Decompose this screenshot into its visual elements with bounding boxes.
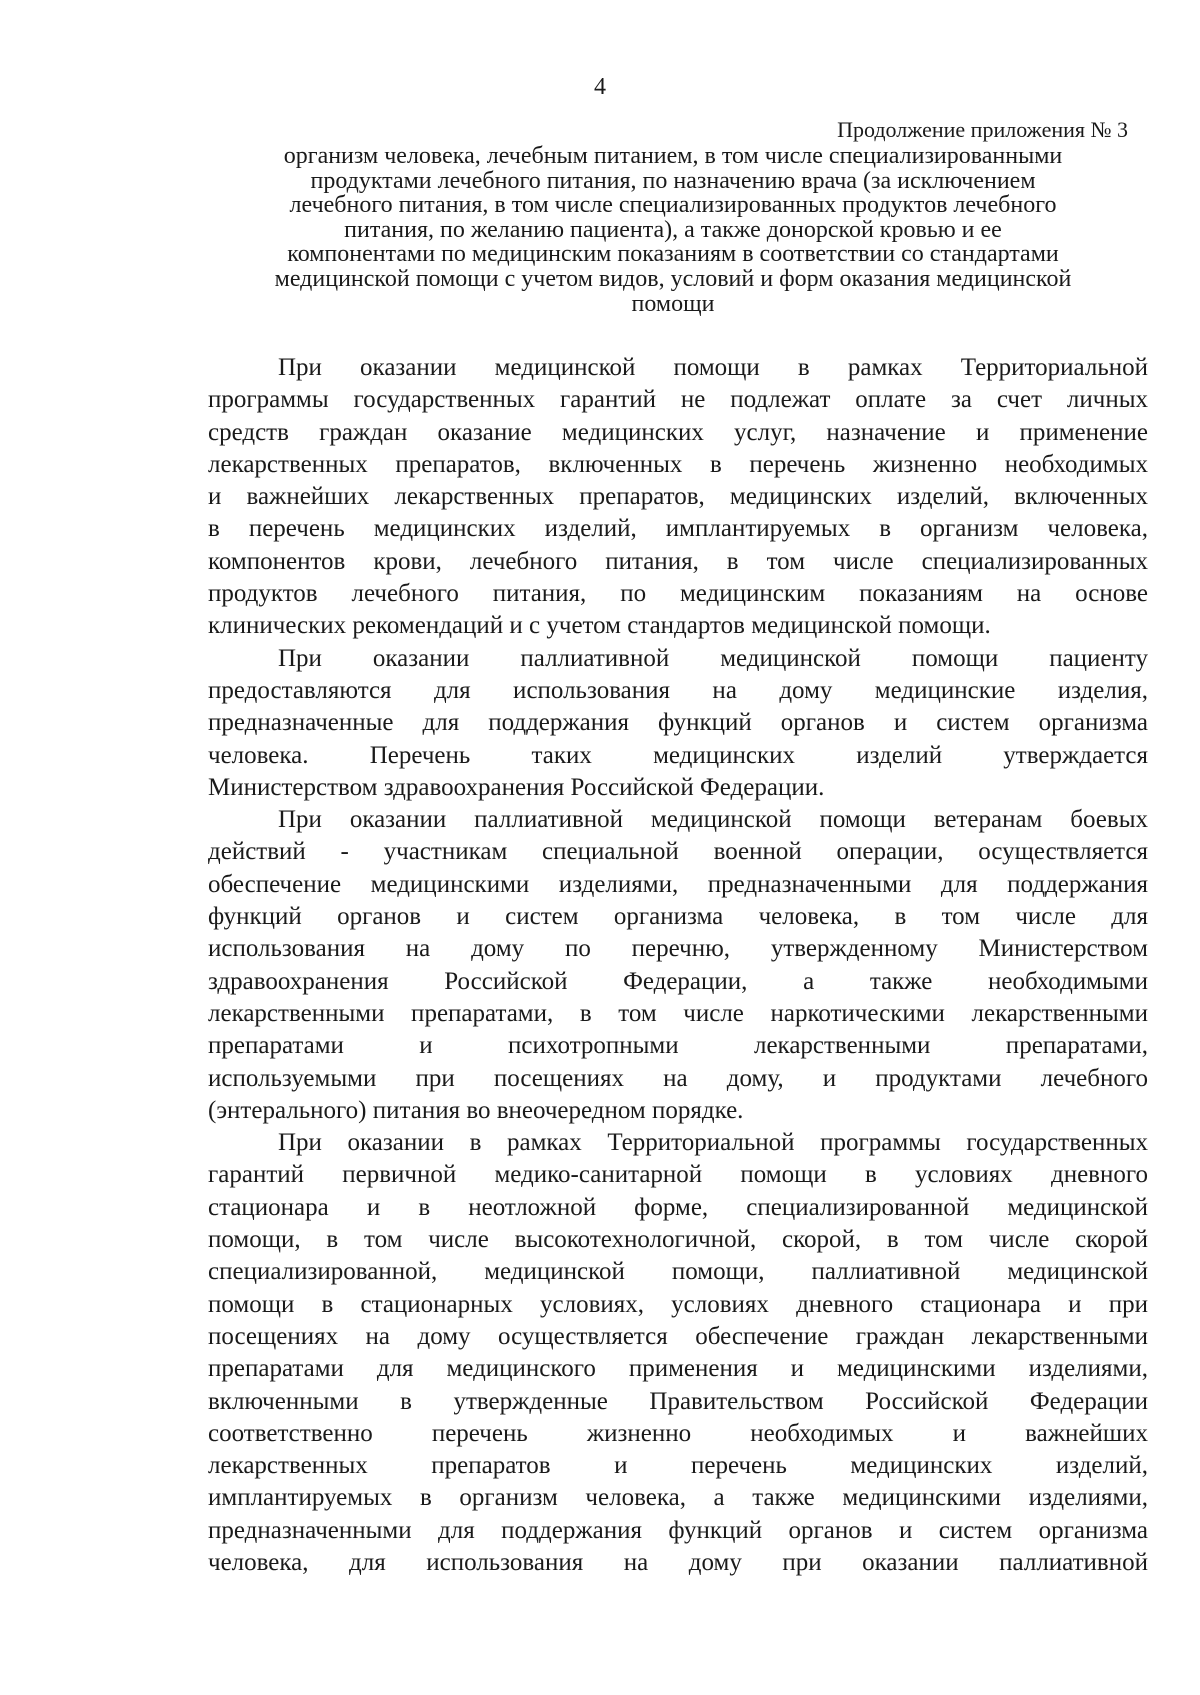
text-line: предназначенными для поддержания функций органов и систем организма (208, 1516, 1148, 1544)
text-line: предоставляются для использования на дому медицинские изделия, (208, 676, 1148, 704)
text-line: обеспечение медицинскими изделиями, предназначенными для поддержания (208, 870, 1148, 898)
paragraph-1 (208, 352, 1148, 643)
text-line: препаратами для медицинского применения и медицинскими изделиями, (208, 1355, 1148, 1383)
text-line: При оказании медицинской помощи в рамках Территориальной (278, 354, 1148, 381)
text-line: клинических рекомендаций и с учетом стандартов медицинской помощи. (208, 612, 991, 640)
text-line: При оказании паллиативной медицинской помощи пациенту (278, 644, 1148, 672)
heading-line: организм человека, лечебным питанием, в том числе специализированными (283, 143, 1063, 169)
text-line: помощи в стационарных условиях, условиях дневного стационара и при (208, 1290, 1148, 1318)
text-line: функций органов и систем организма человека, в том числе для (208, 903, 1148, 931)
text-line: в перечень медицинских изделий, имплантируемых в организм человека, (208, 515, 1148, 543)
text-line: При оказании в рамках Территориальной программы государственных (278, 1129, 1148, 1157)
text-line: лекарственными препаратами, в том числе наркотическими лекарственными (208, 999, 1148, 1027)
text-line: специализированной, медицинской помощи, паллиативной медицинской (208, 1258, 1148, 1286)
text-line: стационара и в неотложной форме, специализированной медицинской (208, 1193, 1148, 1221)
text-line: действий - участникам специальной военной операции, осуществляется (208, 838, 1148, 866)
text-line: (энтерального) питания во внеочередном порядке. (208, 1096, 744, 1124)
text-line: имплантируемых в организм человека, а также медицинскими изделиями, (208, 1484, 1148, 1512)
paragraph-2 (208, 643, 1148, 804)
text-line: средств граждан оказание медицинских услуг, назначение и применение (208, 418, 1148, 446)
text-line: использования на дому по перечню, утвержденному Министерством (208, 935, 1148, 963)
text-line: здравоохранения Российской Федерации, а также необходимыми (208, 967, 1148, 995)
heading-line: лечебного питания, в том числе специализированных продуктов лечебного (289, 192, 1057, 219)
text-line: препаратами и психотропными лекарственными препаратами, (208, 1032, 1148, 1060)
text-line: При оказании паллиативной медицинской помощи ветеранам боевых (278, 806, 1148, 834)
section-heading (198, 144, 1148, 316)
heading-line: компонентами по медицинским показаниям в соответствии со стандартами (287, 241, 1059, 268)
text-line: человека. Перечень таких медицинских изделий утверждается (208, 741, 1148, 769)
text-line: Министерством здравоохранения Российской Федерации. (208, 773, 825, 801)
paragraph-3 (208, 804, 1148, 1127)
text-line: соответственно перечень жизненно необходимых и важнейших (208, 1419, 1148, 1447)
continuation-note: Продолжение приложения № 3 (837, 117, 1128, 142)
heading-line: продуктами лечебного питания, по назначению врача (за исключением (310, 167, 1036, 194)
text-line: лекарственных препаратов, включенных в перечень жизненно необходимых (208, 450, 1148, 478)
heading-line: помощи (631, 290, 715, 317)
text-line: используемыми при посещениях на дому, и продуктами лечебного (208, 1064, 1148, 1092)
page-number: 4 (594, 74, 606, 100)
text-line: компонентов крови, лечебного питания, в том числе специализированных (208, 547, 1148, 575)
text-line: гарантий первичной медико-санитарной помощи в условиях дневного (208, 1161, 1148, 1189)
document-body (208, 352, 1148, 1579)
text-line: предназначенные для поддержания функций органов и систем организма (208, 709, 1148, 737)
text-line: и важнейших лекарственных препаратов, медицинских изделий, включенных (208, 483, 1148, 511)
text-line: продуктов лечебного питания, по медицинским показаниям на основе (208, 580, 1148, 608)
paragraph-4 (208, 1127, 1148, 1579)
heading-line: питания, по желанию пациента), а также донорской кровью и ее (344, 216, 1002, 243)
text-line: включенными в утвержденные Правительством Российской Федерации (208, 1387, 1148, 1415)
text-line: посещениях на дому осуществляется обеспечение граждан лекарственными (208, 1322, 1148, 1350)
text-line: лекарственных препаратов и перечень медицинских изделий, (208, 1452, 1148, 1480)
text-line: помощи, в том числе высокотехнологичной, скорой, в том числе скорой (208, 1226, 1148, 1254)
heading-line: медицинской помощи с учетом видов, условий и форм оказания медицинской (274, 265, 1072, 292)
text-line: программы государственных гарантий не подлежат оплате за счет личных (208, 386, 1148, 414)
text-line: человека, для использования на дому при оказании паллиативной (208, 1548, 1148, 1576)
